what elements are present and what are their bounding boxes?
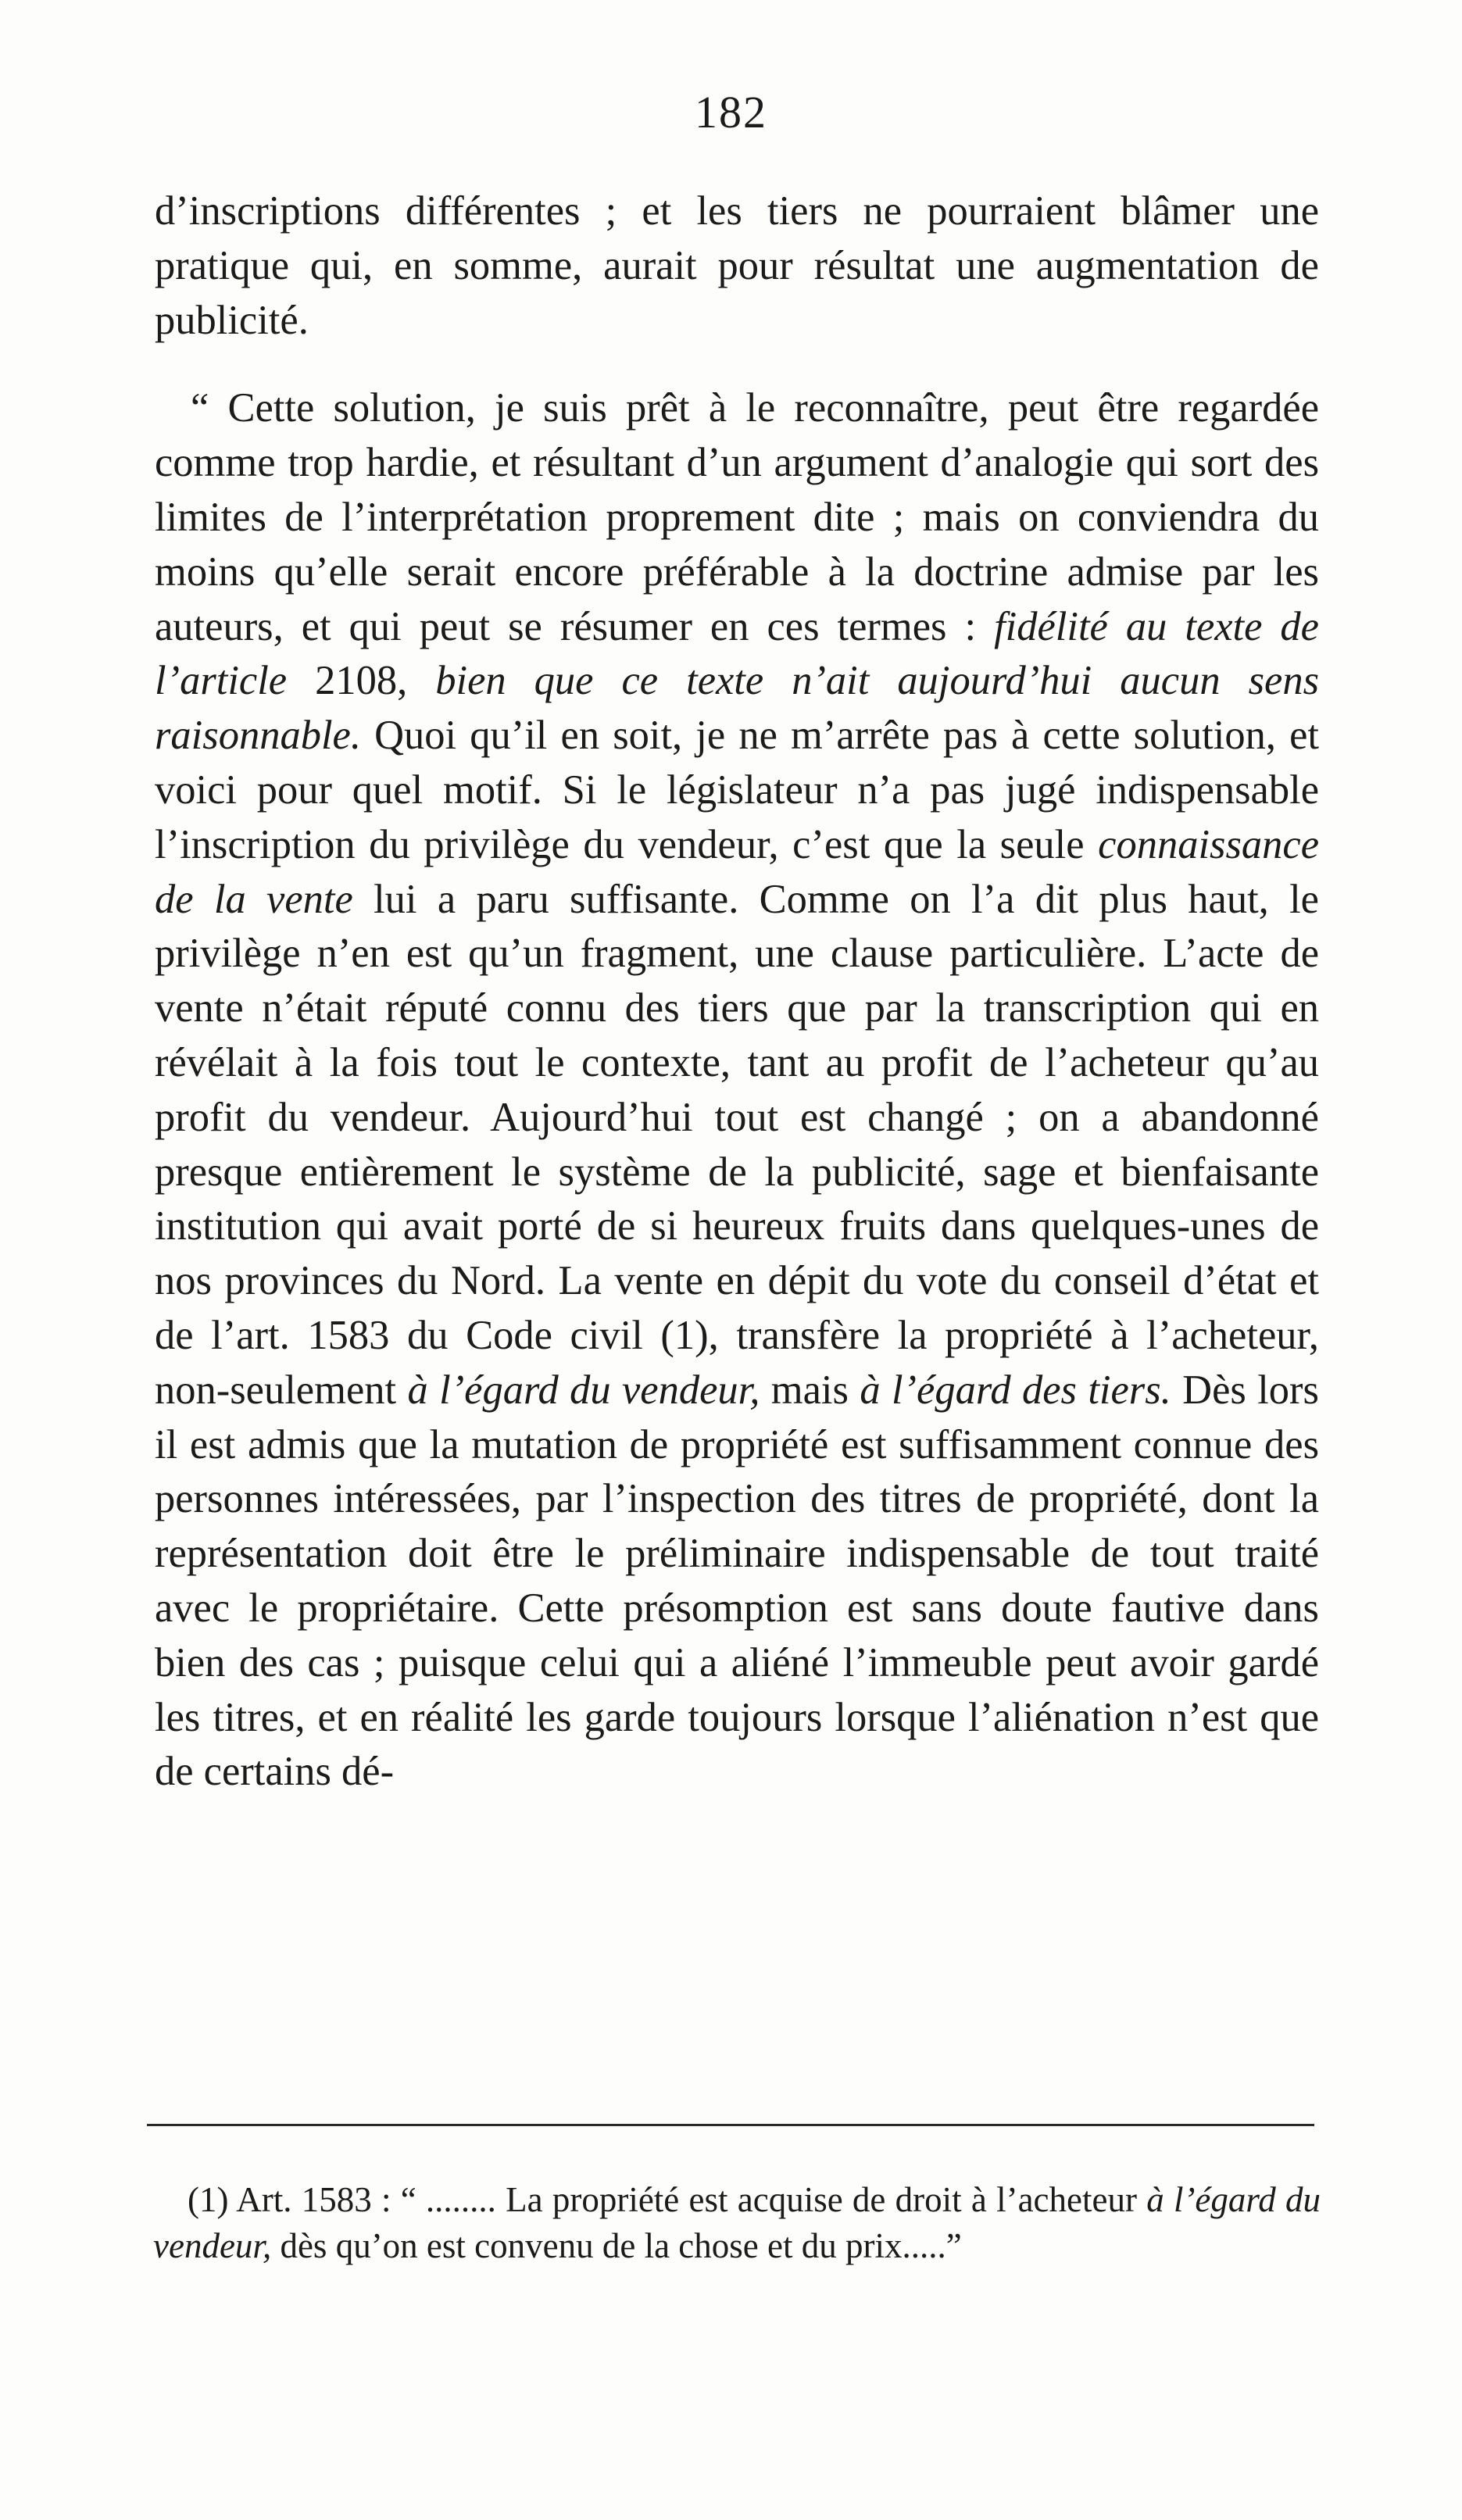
text-run: lui a paru suffisante. Comme on l’a dit plus haut, le privilège n’en est qu’un fragment, une clause particulière. L’acte de vente n’était réputé connu des tiers que par la transcription qui en révélait à la fois tout le contexte, tant au profit de l’acheteur qu’au profit du vendeur. Aujourd’hui tout est changé ; on a abandonné presque entièrement le système de la publicité, sage et bienfaisante institution qui avait porté de si heureux fruits dans quelques-unes de nos provinces du Nord. La vente en dépit du vote du conseil d’état et de l’art. 1583 du Code civil (1), transfère la propriété à l’acheteur, non-seulement — [155, 876, 1319, 1413]
paragraph-continuation: d’inscriptions différentes ; et les tiers ne pourraient blâmer une pratique qui, en somme, aurait pour résultat une augmentation de publicité. — [155, 188, 1319, 343]
italic-phrase: connaissance de la vente — [155, 821, 1319, 922]
footnote-separator — [147, 2124, 1314, 2126]
text-run: Dès lors il est admis que la mutation de propriété est suffisamment connue des personnes intéressées, par l’inspection des titres de propriété, dont la représentation doit être le préliminaire indispensable de tout traité avec le propriétaire. Cette présomption est sans doute fautive dans bien des cas ; puisque celui qui a aliéné l’immeuble peut avoir gardé les titres, et en réalité les garde toujours lorsque l’aliénation n’est que de certains dé- — [155, 1367, 1319, 1795]
text-run: (1) Art. 1583 : “ ........ La propriété est acquise de droit à l’acheteur — [188, 2180, 1147, 2219]
text-run: dès qu’on est convenu de la chose et du prix.....” — [271, 2226, 962, 2265]
body-text — [155, 184, 1319, 1800]
paragraph-quotation — [155, 381, 1319, 1800]
footnote-text — [153, 2177, 1321, 2269]
italic-phrase: à l’égard des tiers. — [860, 1367, 1171, 1413]
footnote — [153, 2177, 1321, 2269]
text-run: 2108, — [287, 658, 436, 704]
italic-phrase: à l’égard du vendeur, — [153, 2180, 1321, 2265]
text-run: mais — [760, 1367, 860, 1413]
italic-phrase: à l’égard du vendeur, — [407, 1367, 760, 1413]
text-run: Quoi qu’il en soit, je ne m’arrête pas à cette solution, et voici pour quel motif. Si le législateur n’a pas jugé indispensable l’inscription du privilège du vendeur, c’est que la seule — [155, 713, 1319, 867]
text-run: “ Cette solution, je suis prêt à le reconnaître, peut être regardée comme trop hardie, et résultant d’un argument d’analogie qui sort des limites de l’interprétation proprement dite ; mais on conviendra du moins qu’elle serait encore préférable à la doctrine admise par les auteurs, et qui peut se résumer en ces termes : — [155, 385, 1319, 649]
italic-phrase: bien que ce texte n’ait aujourd’hui aucun sens raisonnable. — [155, 658, 1319, 759]
italic-phrase: fidélité au texte de l’article — [155, 603, 1319, 704]
page-number: 182 — [695, 87, 767, 138]
